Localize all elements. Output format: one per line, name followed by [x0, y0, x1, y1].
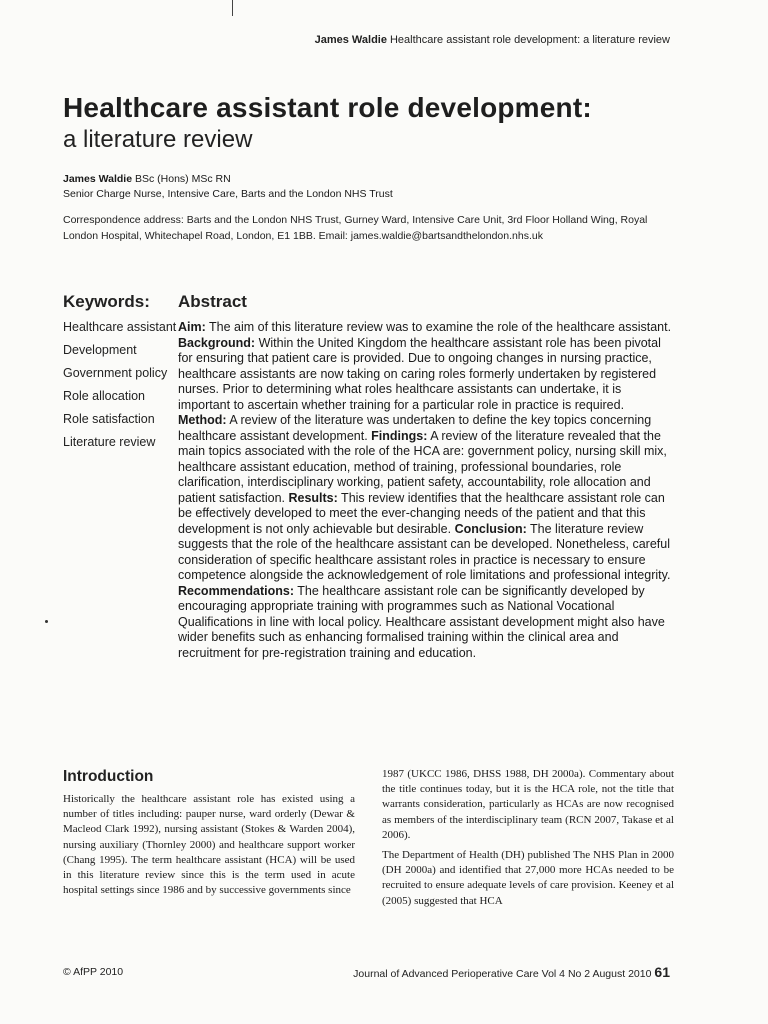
author-credentials: BSc (Hons) MSc RN [134, 173, 231, 185]
abstract-aim-label: Aim: [178, 320, 206, 334]
abstract-recommendations-label: Recommendations: [178, 583, 294, 598]
introduction-paragraph-right-1: 1987 (UKCC 1986, DHSS 1988, DH 2000a). Commentary about the title continues today, but it is the HCA role, not the title that warrants consideration, particularly as HCAs are now recognised as members of the interdisciplinary team (RCN 2007, Takase et al 2006). [382, 768, 674, 841]
abstract-body [178, 320, 676, 661]
abstract-results-label: Results: [288, 490, 338, 505]
page-number: 61 [654, 964, 670, 980]
footer-journal-info: Journal of Advanced Perioperative Care Vol 4 No 2 August 2010 [353, 968, 652, 980]
abstract-conclusion-label: Conclusion: [454, 521, 527, 536]
keywords-heading: Keywords: [63, 292, 150, 311]
scan-artifact-dot [45, 620, 48, 623]
footer-journal [353, 964, 670, 980]
introduction-heading: Introduction [63, 768, 154, 785]
footer-copyright: © AfPP 2010 [63, 966, 124, 978]
introduction-paragraph-left: Historically the healthcare assistant role has existed using a number of titles including: pauper nurse, ward orderly (Dewar & Macleod Clark 1992), nursing assistant (Stokes & Warden 2004), nursing auxiliary (Thornley 2000) and healthcare support worker (Chang 1995). The term healthcare assistant (HCA) will be used in this literature review since this is the term used in acute hospital settings since 1986 and by successive governments since [63, 793, 355, 897]
keyword-item: Development [63, 343, 137, 357]
correspondence-address: Correspondence address: Barts and the London NHS Trust, Gurney Ward, Intensive Care Unit, 3rd Floor Holland Wing, Royal London Hospital, Whitechapel Road, London, E1 1BB. Email: james.waldie@bartsandthelondon.nhs.uk [63, 214, 648, 242]
keyword-item: Role satisfaction [63, 412, 155, 426]
author-name: James Waldie [63, 173, 133, 185]
running-head-author: James Waldie [314, 34, 387, 46]
abstract-background-label: Background: [178, 335, 256, 350]
abstract-conclusion: The literature review suggests that the role of the healthcare assistant can be developed. Nonetheless, careful consideration of specific healthcare assistant roles in practice is necessary to ensure competence alongside the acknowledgement of role limitations and professional integrity. [178, 521, 671, 582]
abstract-results: This review identifies that the healthcare assistant role can be effectively developed to meet the ever-changing needs of the patient and that this development is not only achievable but desirable. [178, 490, 665, 536]
article-title: Healthcare assistant role development: [63, 92, 592, 123]
author-position: Senior Charge Nurse, Intensive Care, Barts and the London NHS Trust [63, 188, 393, 200]
keyword-item: Healthcare assistant [63, 320, 177, 334]
keyword-item: Role allocation [63, 389, 145, 403]
abstract-aim: The aim of this literature review was to examine the role of the healthcare assistant. [205, 320, 672, 334]
abstract-heading: Abstract [178, 292, 247, 311]
running-head-title: Healthcare assistant role development: a literature review [389, 34, 670, 46]
abstract-recommendations: The healthcare assistant role can be significantly developed by encouraging appropriate training with programmes such as National Vocational Qualifications in line with local policy. Healthcare assistant development might also have wider benefits such as enhancing formalised training within the clinical area and recruitment for pre-registration training and education. [178, 583, 665, 660]
abstract-findings-label: Findings: [371, 428, 428, 443]
abstract-method: A review of the literature was undertaken to define the key topics concerning healthcare assistant development. [178, 413, 652, 443]
abstract-method-label: Method: [178, 413, 227, 427]
abstract-findings: A review of the literature revealed that the main topics associated with the role of the HCA are: government policy, nursing skill mix, healthcare assistant education, method of training, professional boundaries, role clarification, interdisciplinary working, patient safety, accountability, role allocation and patient satisfaction. [178, 428, 667, 505]
article-subtitle: a literature review [63, 126, 253, 153]
keyword-item: Literature review [63, 435, 156, 449]
author-block [63, 172, 393, 202]
keyword-item: Government policy [63, 366, 168, 380]
abstract-background: Within the United Kingdom the healthcare assistant role has been pivotal for ensuring that patient care is provided. Due to ongoing changes in nursing practice, healthcare assistants are now taking on caring roles formerly undertaken by registered nurses. Prior to determining what roles healthcare assistants can undertake, it is important to ascertain whether training for a particular role in practice is required. [178, 335, 661, 412]
introduction-paragraph-right-2: The Department of Health (DH) published The NHS Plan in 2000 (DH 2000a) and identified that 27,000 more HCAs needed to be recruited to ensure adequate levels of care provision. Keeney et al (2005) suggested that HCA [382, 849, 674, 907]
scan-artifact-line [232, 0, 233, 16]
running-head [315, 34, 670, 46]
keywords-list [63, 320, 178, 458]
